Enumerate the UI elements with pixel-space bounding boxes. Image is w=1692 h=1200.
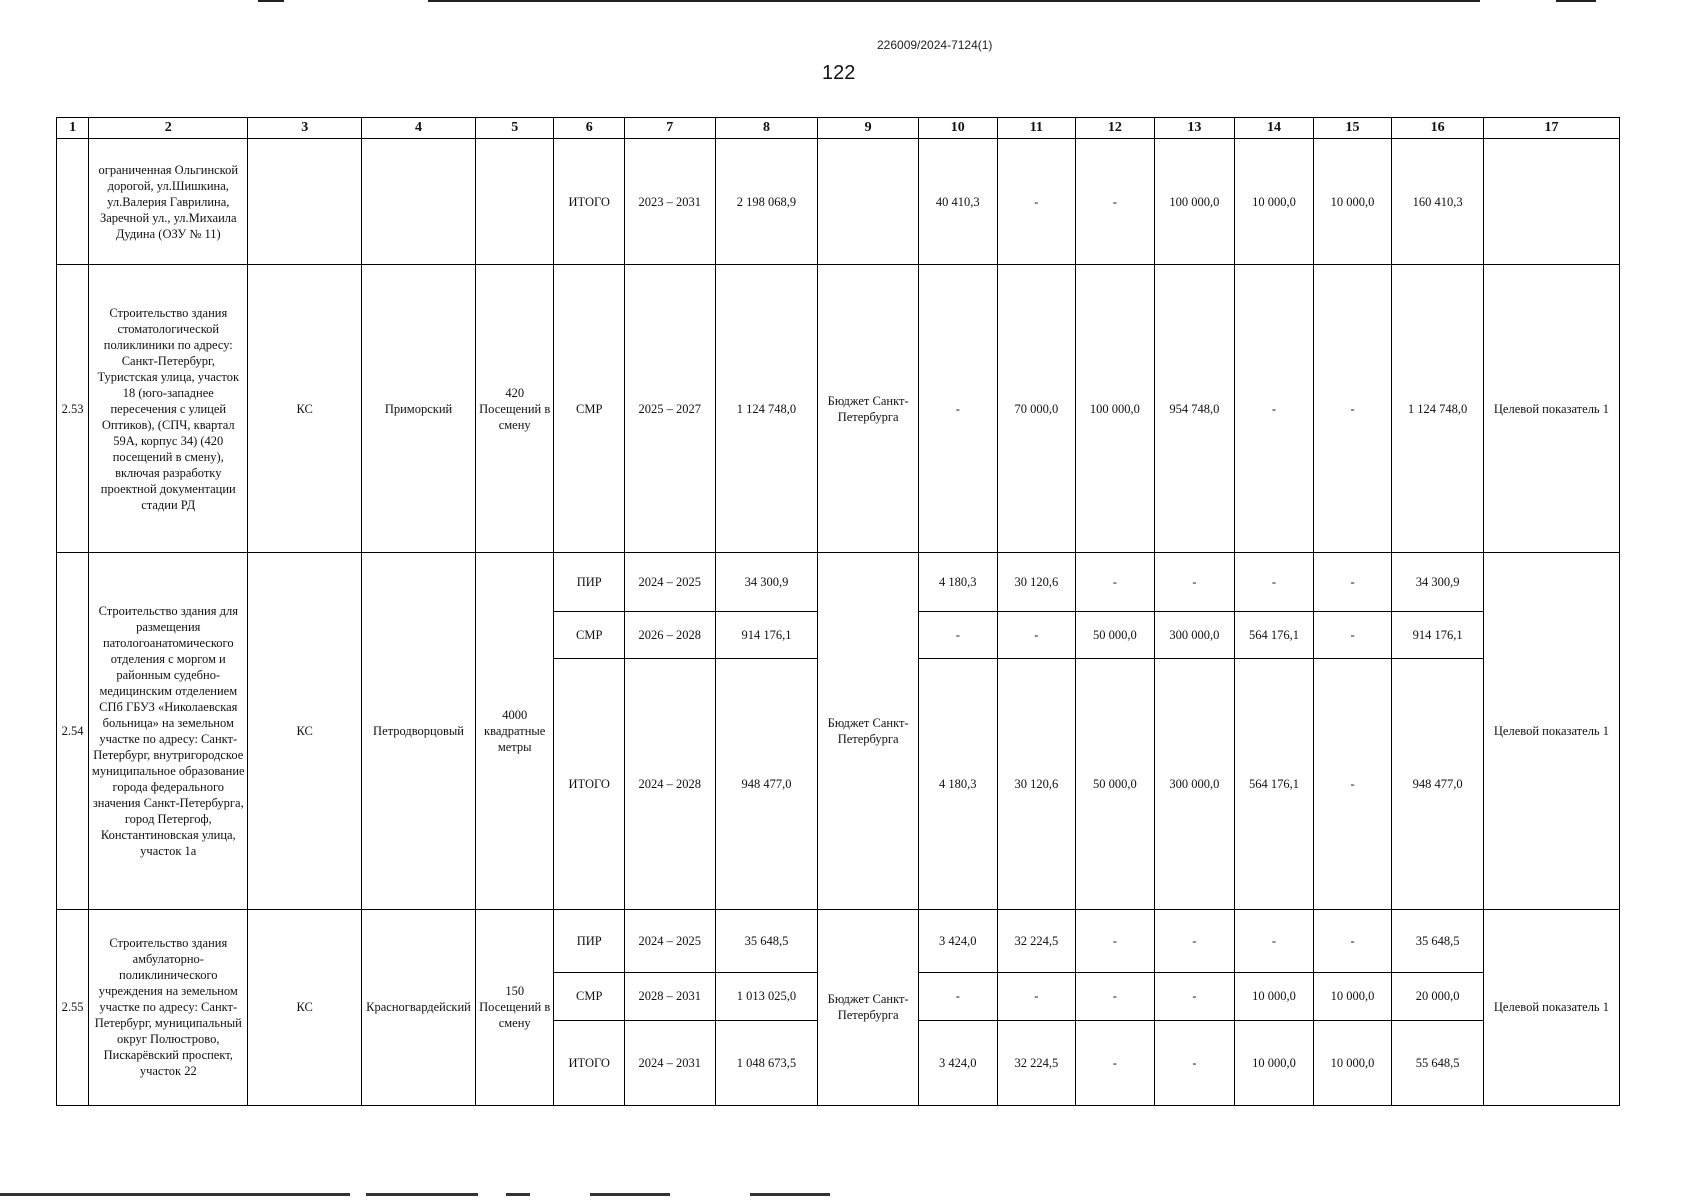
header-cell: 14 [1235, 118, 1314, 139]
indicator-cell: Целевой показатель 1 [1483, 265, 1619, 553]
header-cell: 16 [1392, 118, 1484, 139]
stage-cell: СМР [554, 972, 624, 1020]
header-cell: 17 [1483, 118, 1619, 139]
value-cell: - [919, 611, 998, 658]
object-description: Строительство здания стоматологической поликлиники по адресу: Санкт-Петербург, Туристская улица, участок 18 (юго-западнее пересечения с улицей Оптиков), (СПЧ, квартал 59А, корпус 34) (420 посещений в смену), включая разработку проектной документации стадии РД [89, 265, 248, 553]
indicator-cell [1483, 139, 1619, 265]
type-cell: КС [248, 265, 362, 553]
value-cell: 55 648,5 [1392, 1020, 1484, 1105]
object-description: ограниченная Ольгинской дорогой, ул.Шишкина, ул.Валерия Гаврилина, Заречной ул., ул.Михаила Дудина (ОЗУ № 11) [89, 139, 248, 265]
value-cell: 20 000,0 [1392, 972, 1484, 1020]
value-cell: 3 424,0 [919, 1020, 998, 1105]
total-cell: 914 176,1 [715, 611, 818, 658]
header-cell: 12 [1076, 118, 1155, 139]
row-number [57, 139, 89, 265]
capacity-cell: 4000 квадратные метры [475, 552, 554, 909]
value-cell: 50 000,0 [1076, 611, 1155, 658]
object-description: Строительство здания амбулаторно-поликлинического учреждения на земельном участке по адресу: Санкт-Петербург, муниципальный округ Полюстрово, Пискарёвский проспект, участок 22 [89, 909, 248, 1105]
header-cell: 9 [818, 118, 919, 139]
value-cell: 954 748,0 [1154, 265, 1235, 553]
district-cell: Приморский [362, 265, 476, 553]
value-cell: 4 180,3 [919, 552, 998, 611]
value-cell: 35 648,5 [1392, 909, 1484, 972]
header-cell: 3 [248, 118, 362, 139]
value-cell: - [1154, 909, 1235, 972]
document-number: 226009/2024-7124(1) [877, 38, 993, 52]
header-cell: 15 [1313, 118, 1392, 139]
header-cell: 8 [715, 118, 818, 139]
value-cell: 564 176,1 [1235, 611, 1314, 658]
period-cell: 2023 – 2031 [624, 139, 715, 265]
stage-cell: ПИР [554, 552, 624, 611]
scan-edge-line [750, 1193, 830, 1196]
value-cell: 10 000,0 [1235, 139, 1314, 265]
value-cell: 32 224,5 [997, 909, 1076, 972]
value-cell: - [1313, 659, 1392, 910]
stage-cell: ИТОГО [554, 1020, 624, 1105]
value-cell: - [1313, 265, 1392, 553]
district-cell [362, 139, 476, 265]
budget-table [56, 117, 1620, 1106]
value-cell: 40 410,3 [919, 139, 998, 265]
scan-edge-line [590, 1193, 670, 1196]
district-cell: Петродворцовый [362, 552, 476, 909]
capacity-cell: 420 Посещений в смену [475, 265, 554, 553]
table-row [57, 265, 1620, 553]
page-number: 122 [822, 62, 856, 84]
object-description: Строительство здания для размещения патологоанатомического отделения с моргом и районным судебно-медицинским отделением СПб ГБУЗ «Николаевская больница» на земельном участке по адресу: Санкт-Петербург, внутригородское муниципальное образование города федерального значения Санкт-Петербурга, город Петергоф, Константиновская улица, участок 1а [89, 552, 248, 909]
stage-cell: ИТОГО [554, 139, 624, 265]
header-cell: 13 [1154, 118, 1235, 139]
total-cell: 35 648,5 [715, 909, 818, 972]
source-cell: Бюджет Санкт-Петербурга [818, 265, 919, 553]
value-cell: 32 224,5 [997, 1020, 1076, 1105]
source-cell: Бюджет Санкт-Петербурга [818, 552, 919, 909]
row-number: 2.53 [57, 265, 89, 553]
value-cell: - [1235, 552, 1314, 611]
scan-edge-line [0, 1193, 350, 1196]
value-cell: 70 000,0 [997, 265, 1076, 553]
total-cell: 948 477,0 [715, 659, 818, 910]
value-cell: 34 300,9 [1392, 552, 1484, 611]
value-cell: - [919, 265, 998, 553]
value-cell: 948 477,0 [1392, 659, 1484, 910]
value-cell: 10 000,0 [1313, 1020, 1392, 1105]
indicator-cell: Целевой показатель 1 [1483, 552, 1619, 909]
value-cell: - [997, 972, 1076, 1020]
value-cell: 30 120,6 [997, 552, 1076, 611]
value-cell: 1 124 748,0 [1392, 265, 1484, 553]
value-cell: 300 000,0 [1154, 659, 1235, 910]
value-cell: - [919, 972, 998, 1020]
district-cell: Красногвардейский [362, 909, 476, 1105]
value-cell: 914 176,1 [1392, 611, 1484, 658]
value-cell: 564 176,1 [1235, 659, 1314, 910]
table-row [57, 909, 1620, 972]
period-cell: 2028 – 2031 [624, 972, 715, 1020]
period-cell: 2024 – 2025 [624, 909, 715, 972]
value-cell: 3 424,0 [919, 909, 998, 972]
scan-edge-line [1556, 0, 1596, 2]
value-cell: 50 000,0 [1076, 659, 1155, 910]
table-header-row [57, 118, 1620, 139]
stage-cell: ПИР [554, 909, 624, 972]
scan-edge-line [366, 1193, 478, 1196]
capacity-cell [475, 139, 554, 265]
value-cell: - [1076, 139, 1155, 265]
period-cell: 2024 – 2028 [624, 659, 715, 910]
value-cell: - [1313, 611, 1392, 658]
table-row [57, 552, 1620, 611]
value-cell: - [1235, 909, 1314, 972]
total-cell: 2 198 068,9 [715, 139, 818, 265]
period-cell: 2026 – 2028 [624, 611, 715, 658]
row-number: 2.55 [57, 909, 89, 1105]
value-cell: 300 000,0 [1154, 611, 1235, 658]
stage-cell: ИТОГО [554, 659, 624, 910]
value-cell: 10 000,0 [1235, 1020, 1314, 1105]
stage-cell: СМР [554, 611, 624, 658]
value-cell: 160 410,3 [1392, 139, 1484, 265]
scan-edge-line [506, 1193, 530, 1196]
value-cell: - [997, 611, 1076, 658]
value-cell: - [1154, 552, 1235, 611]
total-cell: 1 048 673,5 [715, 1020, 818, 1105]
value-cell: - [1076, 909, 1155, 972]
table-row [57, 139, 1620, 265]
type-cell: КС [248, 552, 362, 909]
period-cell: 2025 – 2027 [624, 265, 715, 553]
value-cell: - [1076, 1020, 1155, 1105]
value-cell: - [1313, 909, 1392, 972]
total-cell: 34 300,9 [715, 552, 818, 611]
value-cell: - [1154, 972, 1235, 1020]
total-cell: 1 124 748,0 [715, 265, 818, 553]
stage-cell: СМР [554, 265, 624, 553]
scan-edge-line [258, 0, 284, 2]
header-cell: 2 [89, 118, 248, 139]
capacity-cell: 150 Посещений в смену [475, 909, 554, 1105]
value-cell: - [1235, 265, 1314, 553]
row-number: 2.54 [57, 552, 89, 909]
period-cell: 2024 – 2025 [624, 552, 715, 611]
value-cell: 100 000,0 [1076, 265, 1155, 553]
value-cell: - [1154, 1020, 1235, 1105]
indicator-cell: Целевой показатель 1 [1483, 909, 1619, 1105]
period-cell: 2024 – 2031 [624, 1020, 715, 1105]
header-cell: 1 [57, 118, 89, 139]
value-cell: - [1076, 972, 1155, 1020]
header-cell: 4 [362, 118, 476, 139]
value-cell: - [1076, 552, 1155, 611]
header-cell: 5 [475, 118, 554, 139]
source-cell [818, 139, 919, 265]
header-cell: 11 [997, 118, 1076, 139]
value-cell: 10 000,0 [1235, 972, 1314, 1020]
type-cell: КС [248, 909, 362, 1105]
value-cell: 10 000,0 [1313, 972, 1392, 1020]
value-cell: 10 000,0 [1313, 139, 1392, 265]
header-cell: 7 [624, 118, 715, 139]
scan-edge-line [428, 0, 1480, 2]
value-cell: - [997, 139, 1076, 265]
header-cell: 6 [554, 118, 624, 139]
type-cell [248, 139, 362, 265]
source-cell: Бюджет Санкт-Петербурга [818, 909, 919, 1105]
total-cell: 1 013 025,0 [715, 972, 818, 1020]
value-cell: - [1313, 552, 1392, 611]
value-cell: 4 180,3 [919, 659, 998, 910]
header-cell: 10 [919, 118, 998, 139]
value-cell: 100 000,0 [1154, 139, 1235, 265]
value-cell: 30 120,6 [997, 659, 1076, 910]
